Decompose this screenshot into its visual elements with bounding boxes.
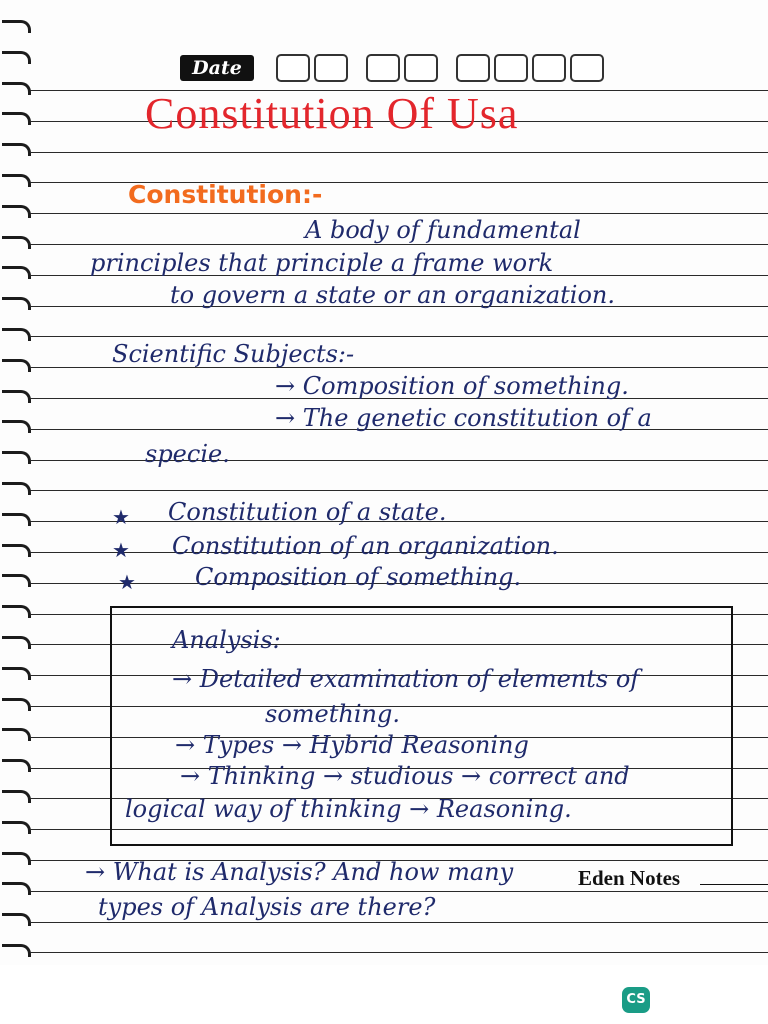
list-item: → The genetic constitution of a [275,404,652,432]
star-bullet: ★ [112,538,130,562]
spiral-ring [2,728,31,741]
list-item-continuation: specie. [145,440,230,468]
section-heading-constitution: Constitution:- [128,180,323,209]
spiral-ring [2,451,31,464]
date-cell [570,54,604,82]
spiral-ring [2,790,31,803]
spiral-ring [2,82,31,95]
spiral-ring [2,205,31,218]
analysis-line: → Types → Hybrid Reasoning [175,731,529,759]
page-title: Constitution Of Usa [145,89,519,138]
spiral-ring [2,852,31,865]
date-cell [532,54,566,82]
spiral-ring [2,944,31,957]
brand-watermark: Eden Notes [578,866,681,890]
spiral-ring [2,913,31,926]
starred-item: Constitution of an organization. [172,532,559,560]
ruled-line [30,244,768,245]
date-cell [366,54,400,82]
date-cell [276,54,310,82]
ruled-line [30,922,768,923]
spiral-ring [2,605,31,618]
spiral-ring [2,482,31,495]
spiral-ring [2,574,31,587]
spiral-ring [2,328,31,341]
spiral-ring [2,143,31,156]
spiral-ring [2,882,31,895]
date-cell [404,54,438,82]
ruled-line [30,490,768,491]
ruled-line [30,891,768,892]
spiral-ring [2,636,31,649]
ruled-line [30,952,768,953]
spiral-ring [2,513,31,526]
analysis-heading: Analysis: [172,626,281,654]
spiral-binding [0,0,34,965]
analysis-line: logical way of thinking → Reasoning. [125,795,572,823]
date-cell [456,54,490,82]
analysis-line: → Detailed examination of elements of [172,665,640,693]
spiral-ring [2,20,31,33]
star-bullet: ★ [112,505,130,529]
definition-line: principles that principle a frame work [90,249,554,277]
star-bullet: ★ [118,570,136,594]
spiral-ring [2,112,31,125]
spiral-ring [2,544,31,557]
camscanner-logo: CS [622,987,650,1013]
starred-item: Constitution of a state. [168,498,447,526]
spiral-ring [2,390,31,403]
ruled-line [30,336,768,337]
ruled-line [30,152,768,153]
spiral-ring [2,420,31,433]
ruled-line [30,213,768,214]
divider [700,884,768,885]
spiral-ring [2,236,31,249]
spiral-ring [2,821,31,834]
definition-line: A body of fundamental [305,216,581,244]
definition-line: to govern a state or an organization. [170,281,616,309]
ruled-line [30,460,768,461]
spiral-ring [2,297,31,310]
spiral-ring [2,667,31,680]
spiral-ring [2,759,31,772]
analysis-line: → Thinking → studious → correct and [180,762,630,790]
spiral-ring [2,174,31,187]
starred-item: Composition of something. [195,563,522,591]
spiral-ring [2,359,31,372]
analysis-line: something. [265,700,400,728]
spiral-ring [2,266,31,279]
date-cell [494,54,528,82]
date-label: Date [180,55,254,81]
spiral-ring [2,698,31,711]
list-item: → Composition of something. [275,372,629,400]
question-line: types of Analysis are there? [98,893,436,921]
spiral-ring [2,51,31,64]
date-cell [314,54,348,82]
section-heading-scientific: Scientific Subjects:- [112,340,355,368]
question-line: → What is Analysis? And how many [85,858,514,886]
